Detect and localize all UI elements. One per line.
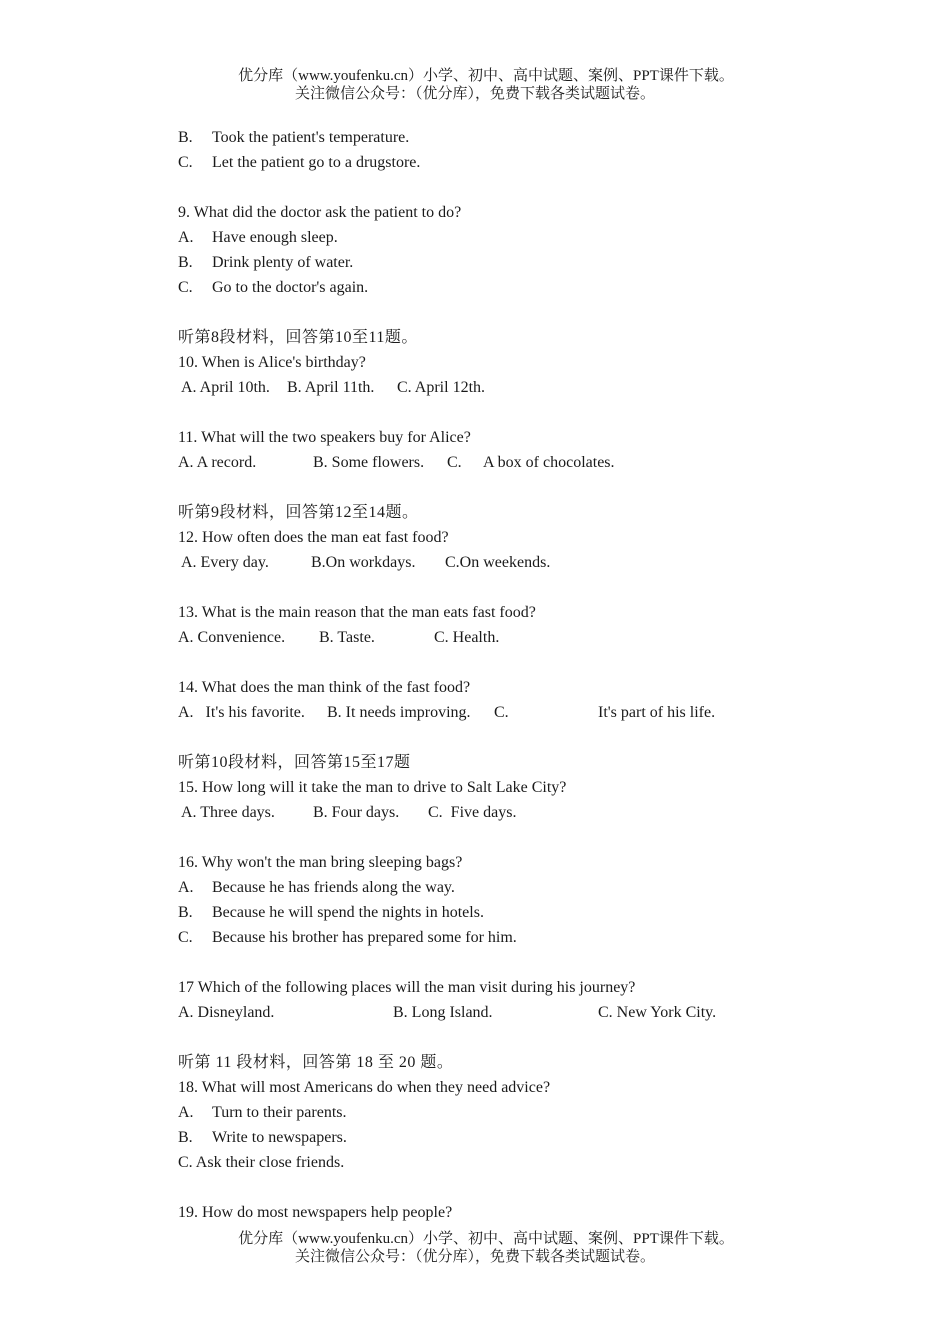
page-footer [0, 1230, 950, 1266]
q18-option-b: B. Write to newspapers. [178, 1129, 347, 1146]
q15-question: 15. How long will it take the man to drive to Salt Lake City? [178, 779, 567, 796]
section-10-heading: 听第10段材料，回答第15至17题 [178, 754, 411, 771]
footer-line-2: 关注微信公众号：（优分库），免费下载各类试题试卷。 [294, 1249, 655, 1265]
q14-option-c-letter: C. [494, 704, 509, 721]
q11-question: 11. What will the two speakers buy for Alice? [178, 429, 471, 446]
q19-question: 19. How do most newspapers help people? [178, 1204, 453, 1221]
q14-option-b: B. It needs improving. [327, 704, 471, 721]
page-header [0, 67, 950, 103]
q9-option-a: A. Have enough sleep. [178, 229, 338, 246]
q11-options [178, 450, 798, 475]
q11-option-c-text: A box of chocolates. [483, 454, 615, 471]
q9-question: 9. What did the doctor ask the patient to do? [178, 204, 462, 221]
q12-option-c: C.On weekends. [445, 554, 551, 571]
q14-question: 14. What does the man think of the fast food? [178, 679, 471, 696]
q18-option-c: C. Ask their close friends. [178, 1154, 345, 1171]
q16-option-b: B. Because he will spend the nights in hotels. [178, 904, 484, 921]
section-8-heading: 听第8段材料，回答第10至11题。 [178, 329, 418, 346]
q8-option-b: B. Took the patient's temperature. [178, 129, 410, 146]
q15-options [178, 800, 798, 825]
header-line-2: 关注微信公众号：（优分库），免费下载各类试题试卷。 [294, 86, 655, 102]
q12-options [178, 550, 798, 575]
q17-option-c: C. New York City. [598, 1004, 717, 1021]
q11-option-a: A. A record. [178, 454, 257, 471]
q11-option-c-letter: C. [447, 454, 462, 471]
q13-option-c: C. Health. [434, 629, 500, 646]
q18-option-a: A. Turn to their parents. [178, 1104, 347, 1121]
q12-option-a: A. Every day. [181, 554, 269, 571]
q10-option-b: B. April 11th. [287, 379, 375, 396]
q10-option-a: A. April 10th. [181, 379, 270, 396]
q17-options [178, 1000, 798, 1025]
q15-option-a: A. Three days. [181, 804, 275, 821]
q14-options [178, 700, 798, 725]
section-9-heading: 听第9段材料，回答第12至14题。 [178, 504, 419, 521]
section-11-heading: 听第 11 段材料，回答第 18 至 20 题。 [178, 1054, 454, 1071]
q16-question: 16. Why won't the man bring sleeping bags? [178, 854, 463, 871]
q17-question: 17 Which of the following places will the man visit during his journey? [178, 979, 636, 996]
q10-question: 10. When is Alice's birthday? [178, 354, 366, 371]
q13-options [178, 625, 798, 650]
q15-option-c: C. Five days. [428, 804, 517, 821]
q10-options [178, 375, 798, 400]
q13-option-a: A. Convenience. [178, 629, 286, 646]
q14-option-c-text: It's part of his life. [598, 704, 716, 721]
q17-option-a: A. Disneyland. [178, 1004, 275, 1021]
q18-question: 18. What will most Americans do when they need advice? [178, 1079, 551, 1096]
q16-option-c: C. Because his brother has prepared some for him. [178, 929, 517, 946]
q12-option-b: B.On workdays. [311, 554, 416, 571]
q9-option-c: C. Go to the doctor's again. [178, 279, 369, 296]
footer-line-1: 优分库（www.youfenku.cn）小学、初中、高中试题、案例、PPT课件下载。 [238, 1231, 734, 1247]
q16-option-a: A. Because he has friends along the way. [178, 879, 455, 896]
q13-option-b: B. Taste. [319, 629, 375, 646]
exam-content [178, 125, 798, 1225]
q17-option-b: B. Long Island. [393, 1004, 493, 1021]
q11-option-b: B. Some flowers. [313, 454, 425, 471]
q8-option-c: C. Let the patient go to a drugstore. [178, 154, 421, 171]
q13-question: 13. What is the main reason that the man eats fast food? [178, 604, 536, 621]
q10-option-c: C. April 12th. [397, 379, 486, 396]
q9-option-b: B. Drink plenty of water. [178, 254, 354, 271]
header-line-1: 优分库（www.youfenku.cn）小学、初中、高中试题、案例、PPT课件下载。 [238, 68, 734, 84]
q14-option-a: A. It's his favorite. [178, 704, 305, 721]
q12-question: 12. How often does the man eat fast food? [178, 529, 449, 546]
q15-option-b: B. Four days. [313, 804, 400, 821]
